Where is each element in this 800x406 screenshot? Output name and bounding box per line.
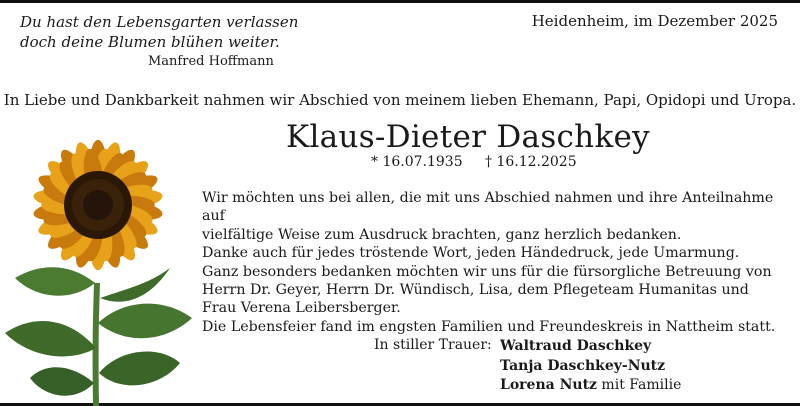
thanks-text: [202, 189, 782, 336]
thanks-line: vielfältige Weise zum Ausdruck brachten, ganz herzlich bedanken.: [202, 226, 682, 243]
thanks-line: Wir möchten uns bei allen, die mit uns Abschied nahmen und ihre Anteilnahme auf: [202, 190, 774, 225]
thanks-line: Ganz besonders bedanken möchten wir uns für die fürsorgliche Betreuung von: [202, 263, 772, 280]
intro-text: In Liebe und Dankbarkeit nahmen wir Abschied von meinem lieben Ehemann, Papi, Opidopi und Uropa.: [3, 91, 797, 109]
thanks-line: Herrn Dr. Geyer, Herrn Dr. Wündisch, Lisa, dem Pflegeteam Humanitas und: [202, 282, 749, 299]
mourner: Tanja Daschkey-Nutz: [500, 357, 666, 374]
mourners-list: [500, 337, 681, 396]
poem: [20, 12, 299, 69]
poem-line-2: doch deine Blumen blühen weiter.: [20, 33, 280, 51]
mourning-label: In stiller Trauer:: [374, 337, 492, 353]
mourner: Lorena Nutz mit Familie: [500, 377, 682, 393]
thanks-line: Danke auch für jedes tröstende Wort, jeden Händedruck, jede Umarmung.: [202, 245, 740, 262]
thanks-line: Frau Verena Leibersberger.: [202, 300, 401, 317]
thanks-line: Die Lebensfeier fand im engsten Familien und Freundeskreis in Nattheim statt.: [202, 318, 776, 335]
place-date: Heidenheim, im Dezember 2025: [531, 12, 778, 30]
birth-date: * 16.07.1935: [371, 154, 463, 170]
death-date: † 16.12.2025: [485, 154, 577, 170]
deceased-name: Klaus-Dieter Daschkey: [285, 119, 650, 155]
poem-author: Manfred Hoffmann: [148, 54, 274, 69]
poem-line-1: Du hast den Lebensgarten verlassen: [20, 13, 299, 31]
mourner: Waltraud Daschkey: [500, 338, 652, 354]
sunflower-image: [0, 113, 200, 406]
